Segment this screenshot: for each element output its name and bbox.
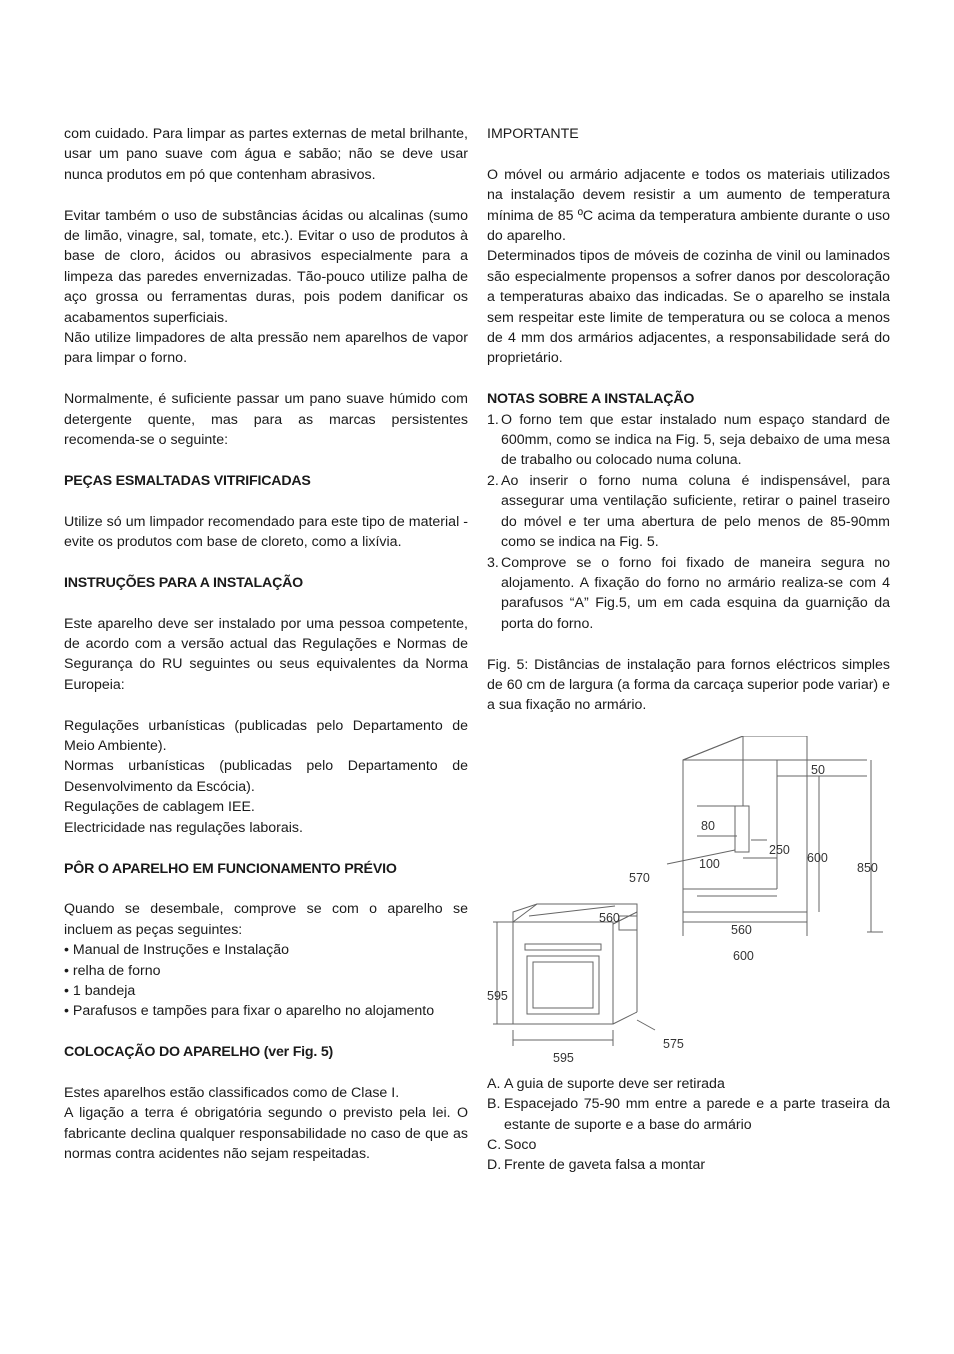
legend-item [487, 1135, 890, 1155]
oven-dimensions-drawing [487, 736, 890, 1066]
section-heading: PÔR O APARELHO EM FUNCIONAMENTO PRÉVIO [64, 860, 397, 877]
paragraph: Utilize só um limpador recomendado para este tipo de material - evite os produtos com base de cloreto, como a lixívia. [64, 513, 468, 551]
list-item: • Parafusos e tampões para fixar o aparelho no alojamento [64, 1001, 468, 1021]
list-number: 1. [487, 411, 499, 428]
dimension-label: 560 [599, 910, 620, 925]
figure-legend [487, 1074, 890, 1176]
paragraph: com cuidado. Para limpar as partes externas de metal brilhante, usar um pano suave com água e sabão; não se deve usar nunca produtos em pó que contenham abrasivos. [64, 126, 468, 183]
legend-text: Soco [504, 1136, 537, 1153]
dimension-label: 575 [663, 1036, 684, 1051]
list-item: • relha de forno [64, 961, 468, 981]
list-text: Ao inserir o forno numa coluna é indispensável, para assegurar uma ventilação suficiente, retirar o painel traseiro do móvel e ter uma abertura de pelo menos de 85-90mm como se indica na Fig. 5. [501, 472, 890, 551]
paragraph: Regulações de cablagem IEE. [64, 799, 255, 816]
legend-letter: B. [487, 1096, 501, 1113]
oven-front [513, 922, 613, 1024]
legend-text: A guia de suporte deve ser retirada [504, 1075, 725, 1092]
dimension-label: 595 [553, 1050, 574, 1065]
paragraph: O móvel ou armário adjacente e todos os materiais utilizados na instalação devem resistir a um aumento de temperatura mínima de 85 ºC acima da temperatura ambiente durante o uso do aparelho. [487, 166, 890, 245]
important-label: IMPORTANTE [487, 126, 579, 142]
dimension-label: 100 [699, 856, 720, 871]
dimension-label: 560 [731, 922, 752, 937]
legend-letter: C. [487, 1136, 502, 1153]
right-column [487, 124, 890, 1176]
section-heading: PEÇAS ESMALTADAS VITRIFICADAS [64, 472, 311, 489]
paragraph: Regulações urbanísticas (publicadas pelo Departamento de Meio Ambiente). [64, 717, 468, 755]
paragraph: Electricidade nas regulações laborais. [64, 819, 303, 836]
legend-item [487, 1094, 890, 1135]
legend-item [487, 1074, 890, 1094]
legend-letter: D. [487, 1157, 502, 1174]
dimension-label: 570 [629, 870, 650, 885]
section-heading: COLOCAÇÃO DO APARELHO (ver Fig. 5) [64, 1044, 334, 1061]
legend-text: Frente de gaveta falsa a montar [504, 1157, 706, 1174]
list-item [487, 553, 890, 635]
paragraph: Evitar também o uso de substâncias ácidas ou alcalinas (sumo de limão, vinagre, sal, tomate, etc.). Evitar o uso de produtos à base de cloro, ácidos ou abrasivos especialmente para a limpeza das paredes envernizadas. Tão-pouco utilize palha de aço grossa ou ferramentas duras, pois podem danificar os acabamentos superficiais. [64, 207, 468, 326]
list-number: 2. [487, 472, 499, 489]
paragraph: Determinados tipos de móveis de cozinha de vinil ou laminados são especialmente propensos a sofrer danos por descoloração a temperaturas abaixo das indicadas. Se o aparelho se instala sem respeitar este limite de temperatura ou se coloca a menos de 4 mm dos armários adjacentes, a responsabilidade será do proprietário. [487, 248, 890, 367]
paragraph: Estes aparelhos estão classificados como de Clase I. [64, 1084, 400, 1101]
dimension-label: 250 [769, 842, 790, 857]
paragraph: Normalmente, é suficiente passar um pano suave húmido com detergente quente, mas para as marcas persistentes recomenda-se o seguinte: [64, 391, 468, 449]
included-parts-list [64, 940, 468, 1022]
paragraph: Este aparelho deve ser instalado por uma pessoa competente, de acordo com a versão actual das Regulações e Normas de Segurança do RU seguintes ou seus equivalentes da Norma Europeia: [64, 615, 468, 693]
list-item: • 1 bandeja [64, 981, 468, 1001]
dimension-label: 50 [811, 762, 825, 777]
installation-diagram [487, 736, 890, 1066]
dimension-label: 600 [733, 948, 754, 963]
figure-caption: Fig. 5: Distâncias de instalação para fornos eléctricos simples de 60 cm de largura (a forma da carcaça superior pode variar) e a sua fixação no armário. [487, 656, 890, 714]
list-number: 3. [487, 554, 499, 571]
dimension-label: 850 [857, 860, 878, 875]
paragraph: A ligação a terra é obrigatória segundo o previsto pela lei. O fabricante declina qualquer responsabilidade no caso de que as normas contra acidentes não sejam respeitadas. [64, 1105, 468, 1163]
list-item: • Manual de Instruções e Instalação [64, 940, 468, 960]
list-text: Comprove se o forno foi fixado de maneira segura no alojamento. A fixação do forno no armário realiza-se com 4 parafusos “A” Fig.5, um em cada esquina da guarnição da porta do forno. [501, 554, 890, 632]
paragraph: Quando se desembale, comprove se com o aparelho se incluem as peças seguintes: [64, 901, 468, 938]
section-heading: NOTAS SOBRE A INSTALAÇÃO [487, 391, 695, 408]
legend-item [487, 1155, 890, 1175]
section-heading: INSTRUÇÕES PARA A INSTALAÇÃO [64, 574, 303, 591]
paragraph: Normas urbanísticas (publicadas pelo Departamento de Desenvolvimento da Escócia). [64, 758, 468, 795]
dimension-label: 600 [807, 850, 828, 865]
list-text: O forno tem que estar instalado num espaço standard de 600mm, como se indica na Fig. 5, seja debaixo de uma mesa de trabalho ou colocado numa coluna. [501, 411, 890, 469]
legend-letter: A. [487, 1075, 501, 1092]
left-column [64, 124, 468, 1165]
dimension-label: 80 [701, 818, 715, 833]
dimension-label: 595 [487, 988, 508, 1003]
paragraph: Não utilize limpadores de alta pressão nem aparelhos de vapor para limpar o forno. [64, 330, 468, 367]
legend-text: Espacejado 75-90 mm entre a parede e a parte traseira da estante de suporte e a base do armário [504, 1096, 890, 1133]
installation-notes-list [487, 410, 890, 634]
list-item [487, 410, 890, 471]
list-item [487, 471, 890, 553]
